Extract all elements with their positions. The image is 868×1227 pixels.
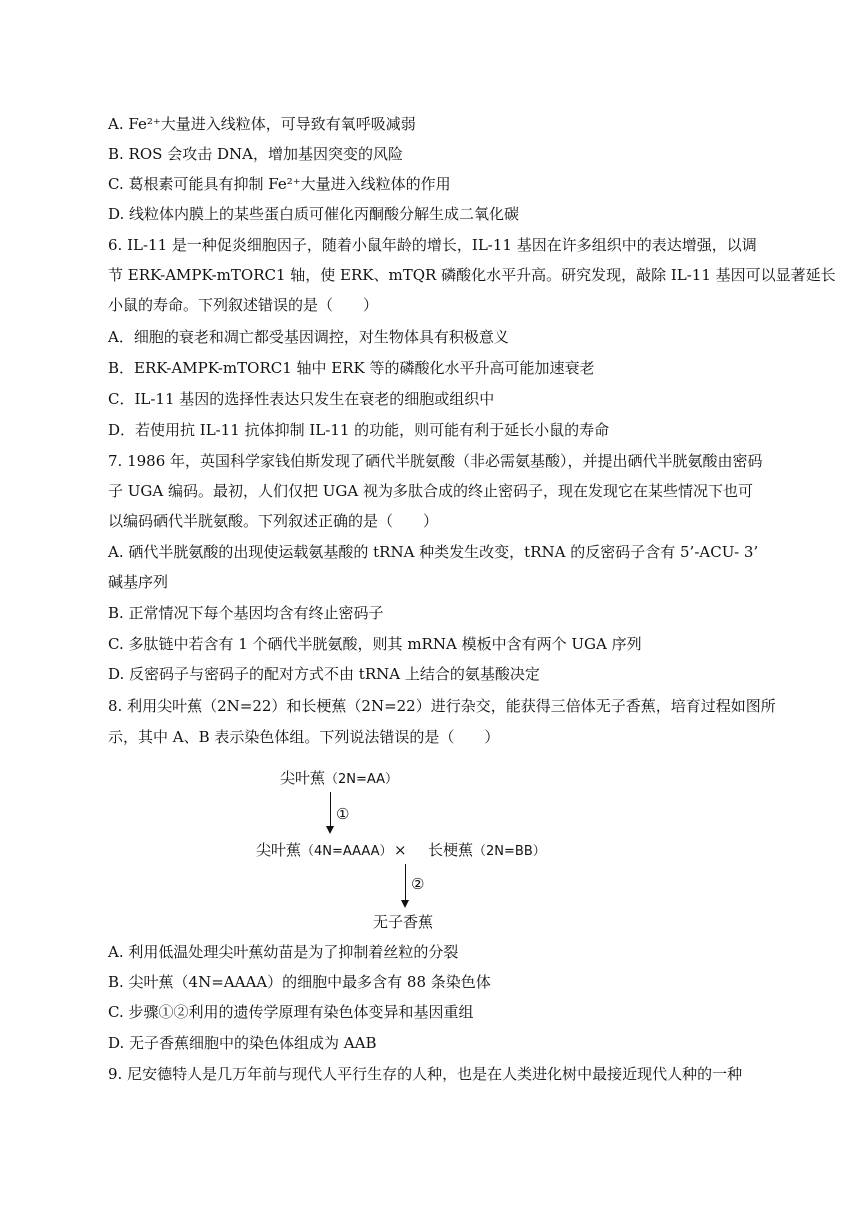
diagram-mid-left-label <box>256 840 393 862</box>
q7-option-c: C. 多肽链中若含有 1 个硒代半胱氨酸，则其 mRNA 模板中含有两个 UGA 序列 <box>108 635 642 653</box>
q8-stem-line-2: 示，其中 A、B 表示染色体组。下列说法错误的是（ ） <box>108 728 500 746</box>
q7-stem-line-2: 子 UGA 编码。最初，人们仅把 UGA 视为多肽合成的终止密码子，现在发现它在某些情况下也可 <box>108 482 753 500</box>
q6-option-d: D．若使用抗 IL-11 抗体抑制 IL-11 的功能，则可能有利于延长小鼠的寿命 <box>108 421 610 439</box>
q5-option-b: B. ROS 会攻击 DNA，增加基因突变的风险 <box>108 145 403 163</box>
q6-option-c: C．IL-11 基因的选择性表达只发生在衰老的细胞或组织中 <box>108 390 495 408</box>
q5-option-d: D. 线粒体内膜上的某些蛋白质可催化丙酮酸分解生成二氧化碳 <box>108 205 520 223</box>
diagram-bottom-label: 无子香蕉 <box>373 913 434 931</box>
q8-option-b: B. 尖叶蕉（4N=AAAA）的细胞中最多含有 88 条染色体 <box>108 973 491 991</box>
arrow-step-1-head <box>326 826 334 834</box>
q7-option-d: D. 反密码子与密码子的配对方式不由 tRNA 上结合的氨基酸决定 <box>108 665 540 683</box>
q8-option-c: C. 步骤①②利用的遗传学原理有染色体变异和基因重组 <box>108 1003 474 1021</box>
diagram-top-label <box>280 768 398 790</box>
q8-option-d: D. 无子香蕉细胞中的染色体组成为 AAB <box>108 1034 377 1052</box>
arrow-step-2-head <box>401 900 409 908</box>
q9-stem-line-1: 9. 尼安德特人是几万年前与现代人平行生存的人种，也是在人类进化树中最接近现代人种的一种 <box>108 1065 743 1083</box>
diagram-mid-left-formula: （4N=AAAA） <box>301 844 393 859</box>
q6-option-a: A．细胞的衰老和凋亡都受基因调控，对生物体具有积极意义 <box>108 328 509 346</box>
q8-stem-line-1: 8. 利用尖叶蕉（2N=22）和长梗蕉（2N=22）进行杂交，能获得三倍体无子香蕉，培育过程如图所 <box>108 697 776 715</box>
diagram-mid-left-name: 尖叶蕉 <box>256 841 302 859</box>
q7-option-b: B. 正常情况下每个基因均含有终止密码子 <box>108 604 384 622</box>
q6-option-b: B．ERK-AMPK-mTORC1 轴中 ERK 等的磷酸化水平升高可能加速衰老 <box>108 359 595 377</box>
q6-stem-line-1: 6. IL-11 是一种促炎细胞因子，随着小鼠年龄的增长，IL-11 基因在许多组织中的表达增强，以调 <box>108 236 757 254</box>
q7-option-a-line-1: A. 硒代半胱氨酸的出现使运载氨基酸的 tRNA 种类发生改变，tRNA 的反密码子含有 5’-ACU- 3’ <box>108 543 759 561</box>
q5-option-c: C. 葛根素可能具有抑制 Fe²⁺大量进入线粒体的作用 <box>108 175 451 193</box>
q7-option-a-line-2: 碱基序列 <box>108 573 169 591</box>
breeding-diagram <box>0 760 868 940</box>
q8-option-a: A. 利用低温处理尖叶蕉幼苗是为了抑制着丝粒的分裂 <box>108 943 459 961</box>
diagram-top-formula: （2N=AA） <box>325 772 399 787</box>
q7-stem-line-3: 以编码硒代半胱氨酸。下列叙述正确的是（ ） <box>108 512 439 530</box>
q7-stem-line-1: 7. 1986 年，英国科学家钱伯斯发现了硒代半胱氨酸（非必需氨基酸），并提出硒代半胱氨酸由密码 <box>108 452 763 470</box>
arrow-step-2-line <box>405 864 406 900</box>
diagram-mid-right-formula: （2N=BB） <box>473 844 546 859</box>
step-1-marker: ① <box>336 805 350 823</box>
q5-option-a: A. Fe²⁺大量进入线粒体，可导致有氧呼吸减弱 <box>108 115 416 133</box>
arrow-step-1-line <box>330 792 331 826</box>
step-2-marker: ② <box>411 875 425 893</box>
diagram-cross-sign: × <box>394 841 407 859</box>
q6-stem-line-2: 节 ERK-AMPK-mTORC1 轴，使 ERK、mTQR 磷酸化水平升高。研究发现，敲除 IL-11 基因可以显著延长 <box>108 266 836 284</box>
q6-stem-line-3: 小鼠的寿命。下列叙述错误的是（ ） <box>108 296 379 314</box>
diagram-mid-right-label <box>428 840 546 862</box>
diagram-mid-right-name: 长梗蕉 <box>428 841 474 859</box>
diagram-top-name: 尖叶蕉 <box>280 769 326 787</box>
